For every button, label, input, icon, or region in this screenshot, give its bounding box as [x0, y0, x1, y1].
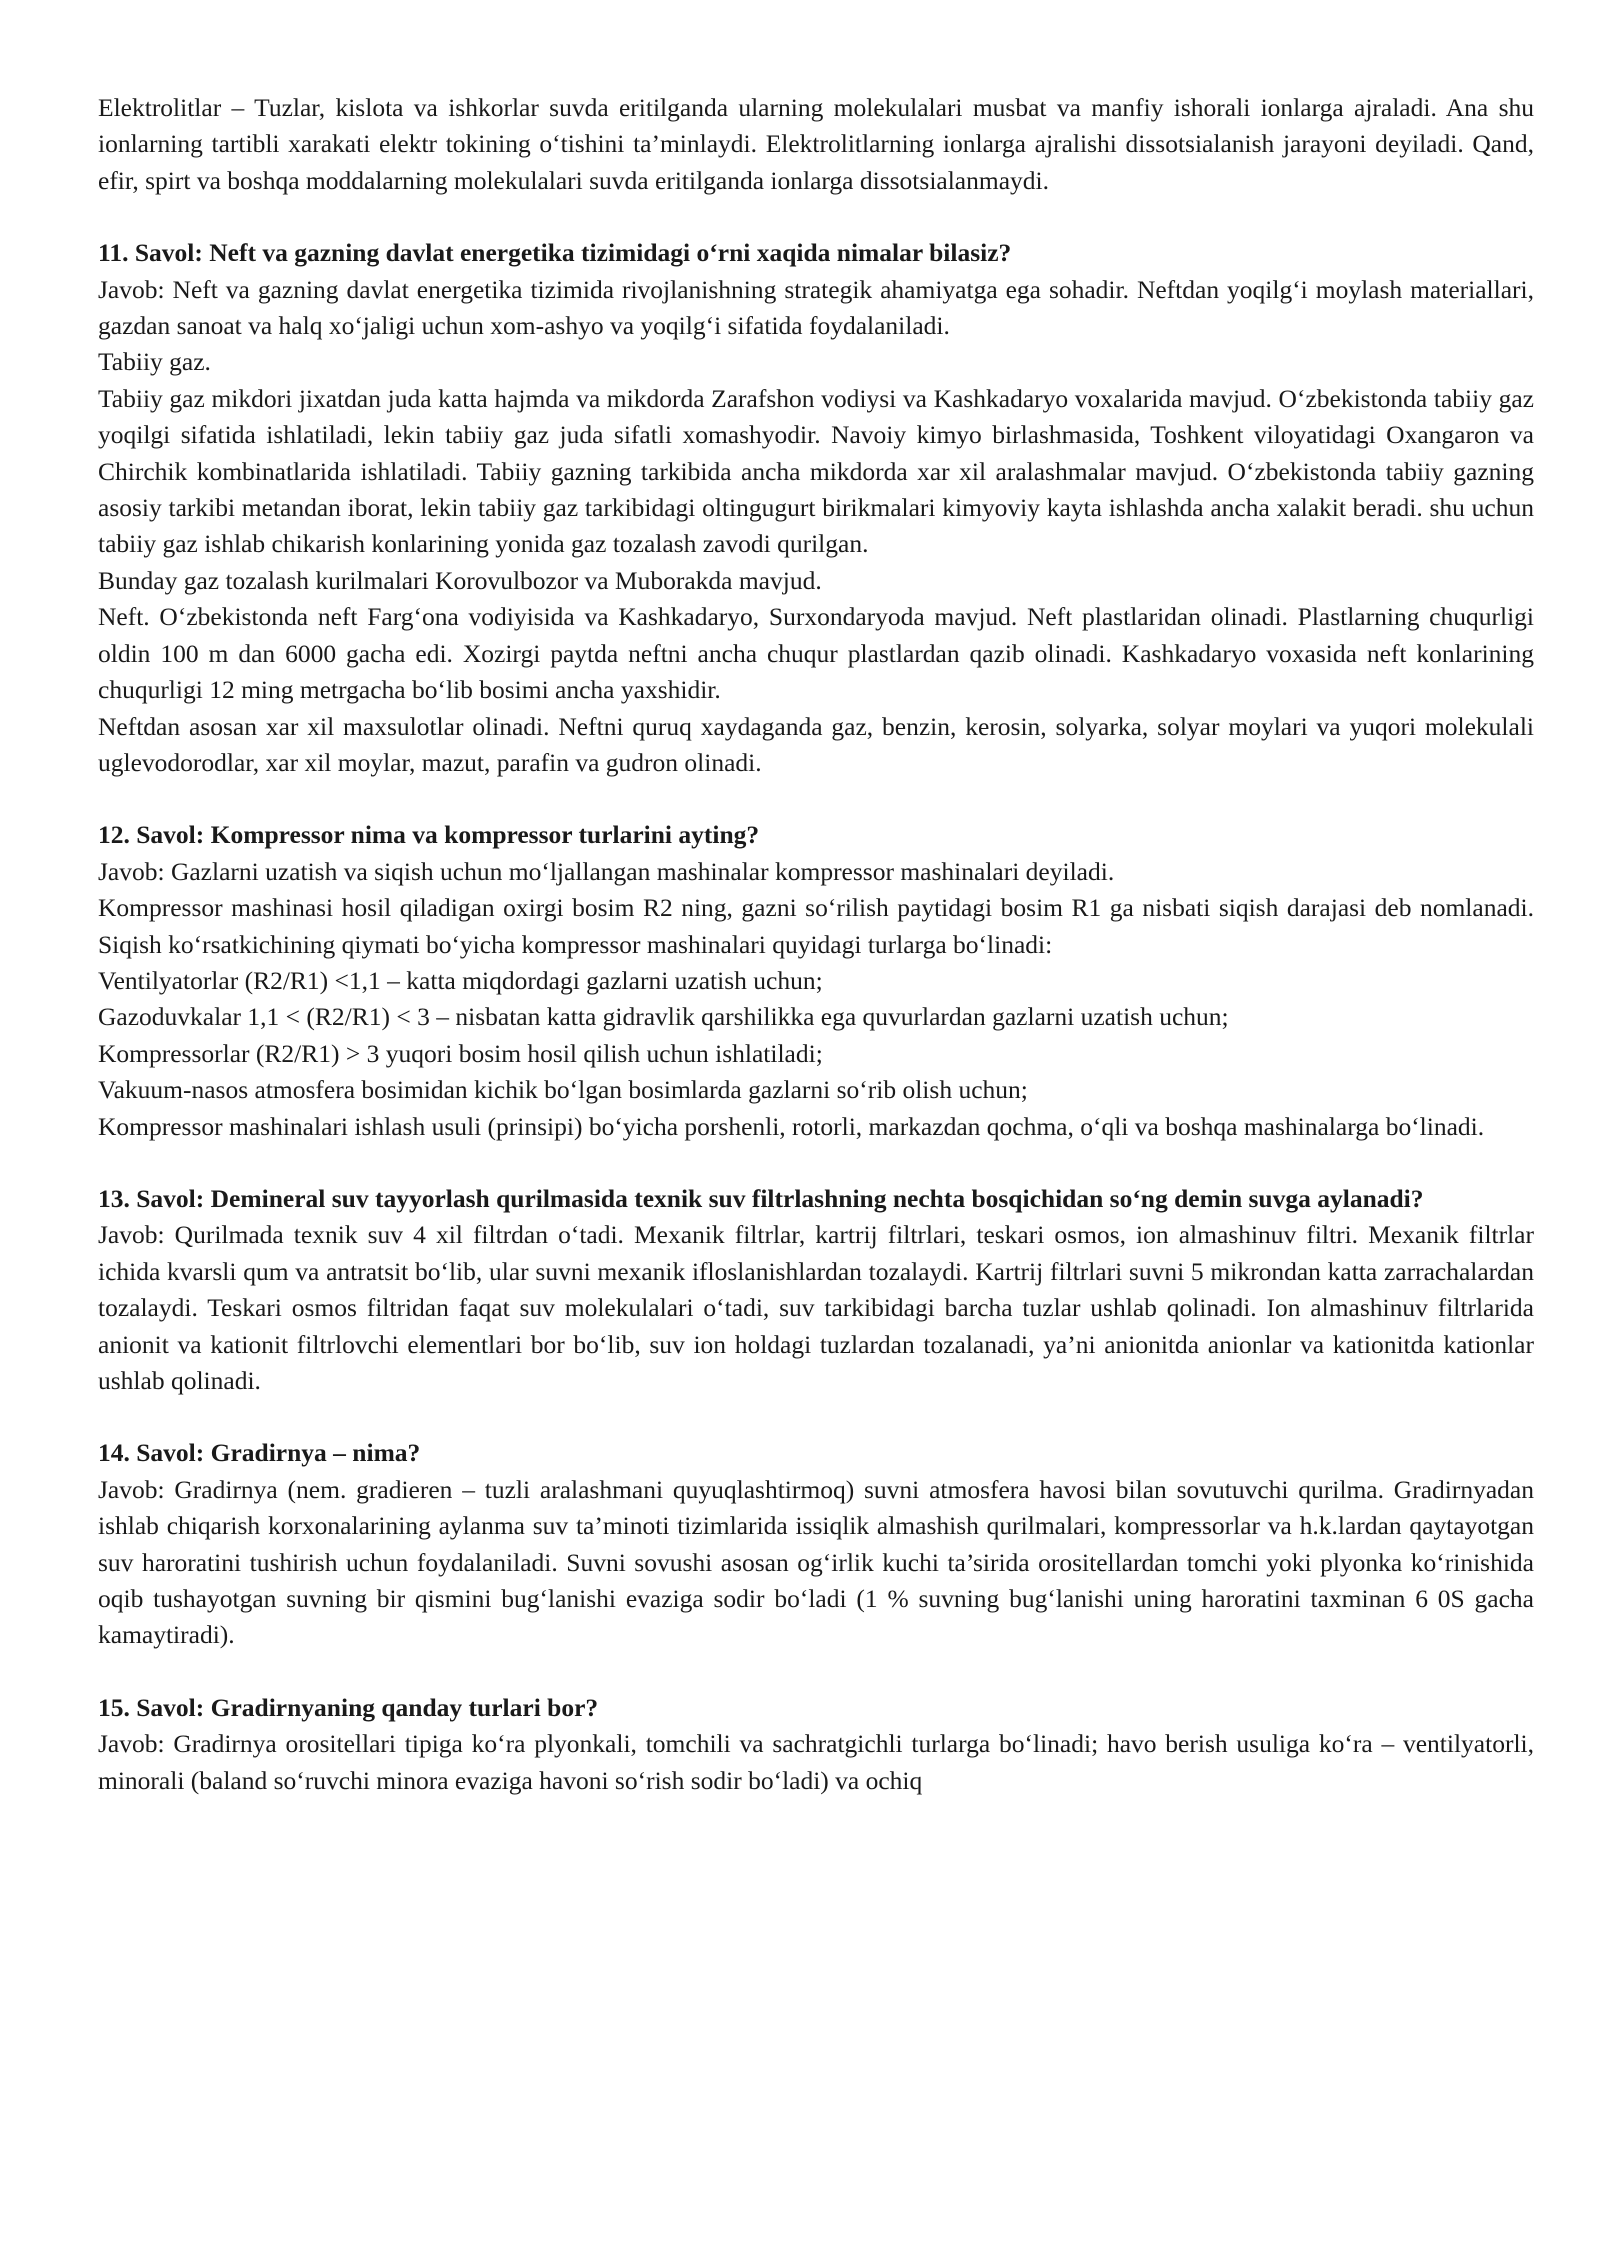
question-14: 14. Savol: Gradirnya – nima?	[98, 1438, 421, 1468]
answer-11-p4: Bunday gaz tozalash kurilmalari Korovulbozor va Muborakda mavjud.	[98, 565, 822, 595]
answer-14-p1: Javob: Gradirnya (nem. gradieren – tuzli aralashmani quyuqlashtirmoq) suvni atmosfera havosi bilan sovutuvchi qurilma. Gradirnyadan ishlab chiqarish korxonalarining aylanma suv ta’minoti tizimlarida issiqlik almashish qurilmalari, kompressorlar va h.k.lardan qaytayotgan suv haroratini tushirish uchun foydalaniladi. Suvni sovushi asosan og‘irlik kuchi ta’sirida orositellardan tomchi yoki plyonka ko‘rinishida oqib tushayotgan suvning bir qismini bug‘lanishi evaziga sodir bo‘ladi (1 % suvning bug‘lanishi uning haroratini taxminan 6 0S gacha kamaytiradi).	[98, 1474, 1534, 1650]
answer-12-p7: Kompressor mashinalari ishlash usuli (prinsipi) bo‘yicha porshenli, rotorli, markazdan qochma, o‘qli va boshqa mashinalarga bo‘linadi.	[98, 1111, 1485, 1141]
document-page	[98, 90, 1534, 1799]
intro-paragraph: Elektrolitlar – Tuzlar, kislota va ishkorlar suvda eritilganda ularning molekulalari musbat va manfiy ishorali ionlarga ajraladi. Ana shu ionlarning tartibli xarakati elektr tokining o‘tishini ta’minlaydi. Elektrolitlarning ionlarga ajralishi dissotsialanish jarayoni deyiladi. Qand, efir, spirt va boshqa moddalarning molekulalari suvda eritilganda ionlarga dissotsialanmaydi.	[98, 93, 1534, 195]
question-13: 13. Savol: Demineral suv tayyorlash qurilmasida texnik suv filtrlashning nechta bosqichidan so‘ng demin suvga aylanadi?	[98, 1183, 1424, 1213]
answer-13-p1: Javob: Qurilmada texnik suv 4 xil filtrdan o‘tadi. Mexanik filtrlar, kartrij filtrlari, teskari osmos, ion almashinuv filtri. Mexanik filtrlar ichida kvarsli qum va antratsit bo‘lib, ular suvni mexanik ifloslanishlardan tozalaydi. Kartrij filtrlari suvni 5 mikrondan katta zarrachalardan tozalaydi. Teskari osmos filtridan faqat suv molekulalari o‘tadi, suv tarkibidagi barcha tuzlar ushlab qolinadi. Ion almashinuv filtrlarida anionit va kationit filtrlovchi elementlari bor bo‘lib, suv ion holdagi tuzlardan tozalanadi, ya’ni anionitda anionlar va kationitda kationlar ushlab qolinadi.	[98, 1220, 1534, 1395]
answer-11-p3: Tabiiy gaz mikdori jixatdan juda katta hajmda va mikdorda Zarafshon vodiysi va Kashkadaryo voxalarida mavjud. O‘zbekistonda tabiiy gaz yoqilgi sifatida ishlatiladi, lekin tabiiy gaz juda sifatli xomashyodir. Navoiy kimyo birlashmasida, Toshkent viloyatidagi Oxangaron va Chirchik kombinatlarida ishlatiladi. Tabiiy gazning tarkibida ancha mikdorda xar xil aralashmalar mavjud. O‘zbekistonda tabiiy gazning asosiy tarkibi metandan iborat, lekin tabiiy gaz tarkibidagi oltingugurt birikmalari kimyoviy kayta ishlashda ancha xalakit beradi. shu uchun tabiiy gaz ishlab chikarish konlarining yonida gaz tozalash zavodi qurilgan.	[98, 383, 1534, 559]
answer-11-p1: Javob: Neft va gazning davlat energetika tizimida rivojlanishning strategik ahamiyatga ega sohadir. Neftdan yoqilg‘i moylash materiallari, gazdan sanoat va halq xo‘jaligi uchun xom-ashyo va yoqilg‘i sifatida foydalaniladi.	[98, 274, 1534, 341]
answer-11-p5: Neft. O‘zbekistonda neft Farg‘ona vodiyisida va Kashkadaryo, Surxondaryoda mavjud. Neft plastlaridan olinadi. Plastlarning chuqurligi oldin 100 m dan 6000 gacha edi. Xozirgi paytda neftni ancha chuqur plastlardan qazib olinadi. Kashkadaryo voxasida neft konlarining chuqurligi 12 ming metrgacha bo‘lib bosimi ancha yaxshidir.	[98, 602, 1534, 705]
answer-15-p1: Javob: Gradirnya orositellari tipiga ko‘ra plyonkali, tomchili va sachratgichli turlarga bo‘linadi; havo berish usuliga ko‘ra – ventilyatorli, minorali (baland so‘ruvchi minora evaziga havoni so‘rish sodir bo‘ladi) va ochiq	[98, 1729, 1534, 1795]
answer-11-p6: Neftdan asosan xar xil maxsulotlar olinadi. Neftni quruq xaydaganda gaz, benzin, kerosin, solyarka, solyar moylari va yuqori molekulali uglevodorodlar, xar xil moylar, mazut, parafin va gudron olinadi.	[98, 711, 1534, 777]
question-15: 15. Savol: Gradirnyaning qanday turlari bor?	[98, 1692, 599, 1722]
answer-12-p5: Kompressorlar (R2/R1) > 3 yuqori bosim hosil qilish uchun ishlatiladi;	[98, 1038, 823, 1068]
answer-12-p3: Ventilyatorlar (R2/R1) <1,1 – katta miqdordagi gazlarni uzatish uchun;	[98, 965, 823, 995]
answer-12-p2: Kompressor mashinasi hosil qiladigan oxirgi bosim R2 ning, gazni so‘rilish paytidagi bosim R1 ga nisbati siqish darajasi deb nomlanadi. Siqish ko‘rsatkichining qiymati bo‘yicha kompressor mashinalari quyidagi turlarga bo‘linadi:	[98, 893, 1534, 959]
question-12: 12. Savol: Kompressor nima va kompressor turlarini ayting?	[98, 820, 760, 850]
question-11: 11. Savol: Neft va gazning davlat energetika tizimidagi o‘rni xaqida nimalar bilasiz?	[98, 238, 1012, 268]
answer-12-p1: Javob: Gazlarni uzatish va siqish uchun mo‘ljallangan mashinalar kompressor mashinalari deyiladi.	[98, 856, 1115, 886]
answer-12-p6: Vakuum-nasos atmosfera bosimidan kichik bo‘lgan bosimlarda gazlarni so‘rib olish uchun;	[98, 1075, 1028, 1105]
answer-12-p4: Gazoduvkalar 1,1 < (R2/R1) < 3 – nisbatan katta gidravlik qarshilikka ega quvurlardan gazlarni uzatish uchun;	[98, 1002, 1229, 1032]
answer-11-p2: Tabiiy gaz.	[98, 347, 211, 377]
